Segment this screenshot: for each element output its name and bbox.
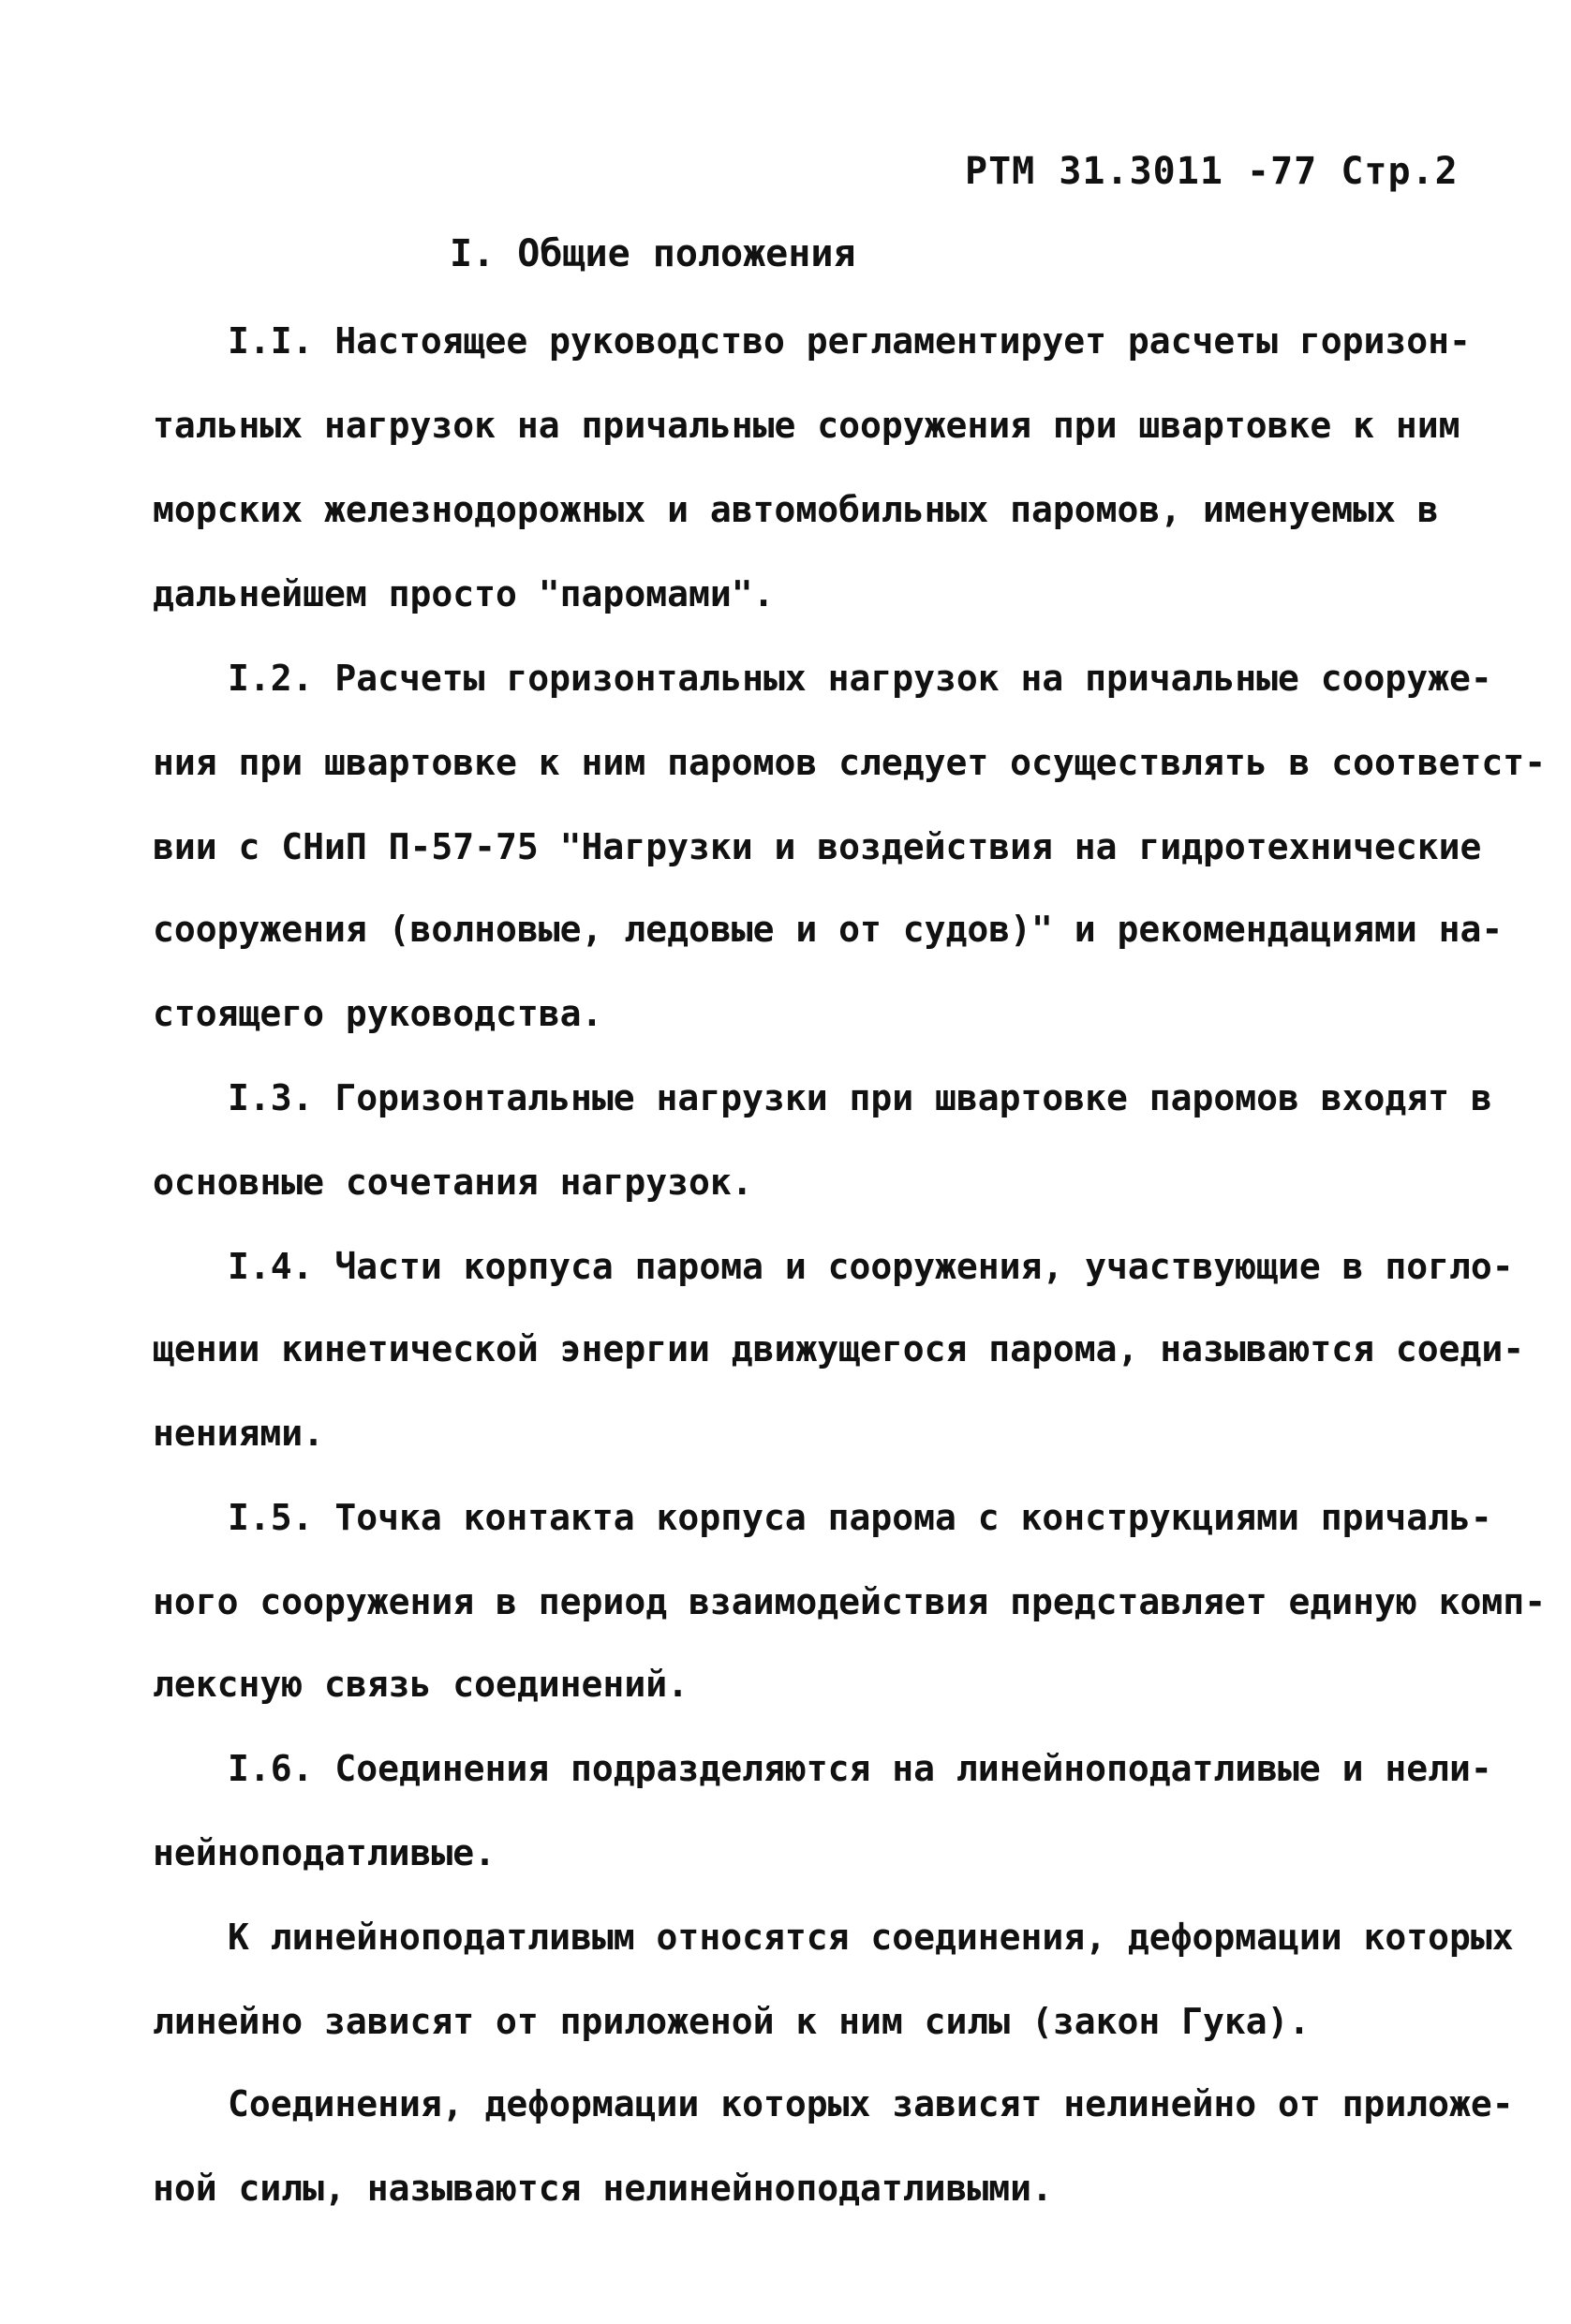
paragraph-line: вии с СНиП П-57-75 "Нагрузки и воздействия на гидротехнические: [153, 826, 1482, 867]
paragraph-line: нениями.: [153, 1413, 325, 1454]
paragraph-line: стоящего руководства.: [153, 993, 603, 1034]
paragraph-line: нейноподатливые.: [153, 1832, 496, 1873]
paragraph-line: I.6. Соединения подразделяются на линейноподатливые и нели-: [228, 1748, 1492, 1789]
paragraph-line: щении кинетической энергии движущегося парома, называются соеди-: [153, 1328, 1525, 1369]
paragraph-line: морских железнодорожных и автомобильных паромов, именуемых в: [153, 489, 1439, 530]
paragraph-line: ной силы, называются нелинейноподатливыми.: [153, 2168, 1053, 2209]
paragraph-line: ния при швартовке к ним паромов следует осуществлять в соответст-: [153, 742, 1547, 783]
paragraph-line: сооружения (волновые, ледовые и от судов)" и рекомендациями на-: [153, 909, 1504, 950]
page-header: РТМ 31.3011 -77 Стр.2: [965, 150, 1459, 193]
paragraph-line: I.I. Настоящее руководство регламентирует расчеты горизон-: [228, 320, 1471, 362]
section-title: I. Общие положения: [450, 232, 856, 275]
paragraph-line: тальных нагрузок на причальные сооружения при швартовке к ним: [153, 405, 1460, 446]
paragraph-line: I.4. Части корпуса парома и сооружения, участвующие в погло-: [228, 1246, 1514, 1287]
paragraph-line: линейно зависят от приложеной к ним силы (закон Гука).: [153, 2001, 1311, 2042]
paragraph-line: I.5. Точка контакта корпуса парома с конструкциями причаль-: [228, 1497, 1492, 1538]
paragraph-line: Соединения, деформации которых зависят нелинейно от приложе-: [228, 2083, 1514, 2124]
paragraph-line: основные сочетания нагрузок.: [153, 1162, 753, 1203]
paragraph-line: дальнейшем просто "паромами".: [153, 573, 775, 614]
paragraph-line: ного сооружения в период взаимодействия представляет единую комп-: [153, 1581, 1547, 1622]
paragraph-line: лексную связь соединений.: [153, 1664, 689, 1705]
paragraph-line: К линейноподатливым относятся соединения, деформации которых: [228, 1917, 1514, 1958]
paragraph-line: I.3. Горизонтальные нагрузки при швартовке паромов входят в: [228, 1077, 1492, 1118]
paragraph-line: I.2. Расчеты горизонтальных нагрузок на причальные сооруже-: [228, 658, 1492, 699]
